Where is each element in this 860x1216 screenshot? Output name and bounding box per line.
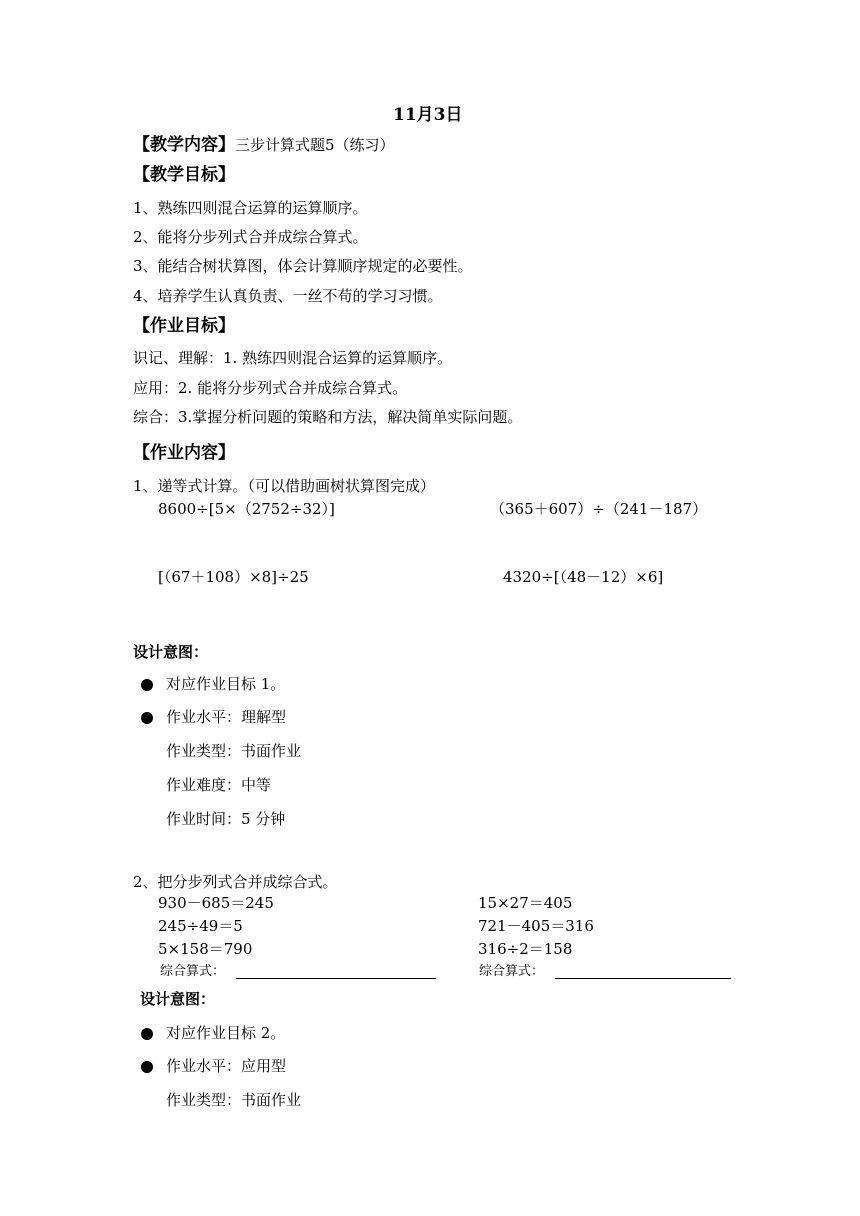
- q1-design-subitem: 作业难度：中等: [166, 776, 272, 794]
- bullet-icon: [141, 712, 153, 724]
- teaching-goal-item: 1、熟练四则混合运算的运算顺序。: [133, 199, 368, 217]
- q2-right-step: 15×27＝405: [478, 894, 573, 912]
- teaching-goal-item: 2、能将分步列式合并成综合算式。: [133, 228, 368, 246]
- q2-left-step: 930－685＝245: [158, 894, 274, 912]
- q1-expression: 4320÷[（48－12）×6]: [503, 568, 664, 586]
- q1-prompt: 1、递等式计算。（可以借助画树状算图完成）: [133, 477, 436, 495]
- homework-goal-item: 应用：2. 能将分步列式合并成综合算式。: [133, 379, 408, 397]
- q2-answer-line-left[interactable]: [236, 978, 436, 979]
- teaching-content-text: 三步计算式题5（练习）: [235, 136, 395, 154]
- homework-goal-item: 综合：3.掌握分析问题的策略和方法，解决简单实际问题。: [133, 408, 523, 426]
- homework-goals-heading: 【作业目标】: [133, 316, 235, 336]
- homework-goal-item: 识记、理解：1. 熟练四则混合运算的运算顺序。: [133, 349, 453, 367]
- q2-left-step: 5×158＝790: [158, 940, 253, 958]
- q1-design-item: 对应作业目标 1。: [166, 675, 286, 693]
- q2-left-step: 245÷49＝5: [158, 917, 243, 935]
- q2-answer-line-right[interactable]: [555, 978, 731, 979]
- bullet-icon: [141, 1061, 153, 1073]
- q1-design-subitem: 作业类型：书面作业: [166, 742, 302, 760]
- q1-expression: 8600÷[5×（2752÷32）]: [158, 500, 335, 518]
- teaching-goal-item: 4、培养学生认真负责、一丝不苟的学习习惯。: [133, 287, 443, 305]
- q2-right-step: 721－405＝316: [478, 917, 594, 935]
- teaching-content-label: 【教学内容】: [133, 135, 235, 155]
- q1-expression: [（67＋108）×8]÷25: [158, 568, 309, 586]
- q1-design-item: 作业水平：理解型: [166, 708, 287, 726]
- q2-design-item: 作业水平：应用型: [166, 1057, 287, 1075]
- q2-combined-label: 综合算式：: [160, 964, 226, 979]
- q2-combined-label: 综合算式：: [479, 964, 545, 979]
- q1-design-label: 设计意图：: [133, 643, 209, 661]
- q2-right-step: 316÷2＝158: [478, 940, 573, 958]
- q1-expression: （365＋607）÷（241－187）: [490, 500, 708, 518]
- q2-design-subitem: 作业类型：书面作业: [166, 1091, 302, 1109]
- page-title: 11月3日: [393, 105, 463, 125]
- q2-prompt: 2、把分步列式合并成综合式。: [133, 873, 338, 891]
- q2-design-label: 设计意图：: [140, 990, 216, 1008]
- homework-content-heading: 【作业内容】: [133, 443, 235, 463]
- teaching-goals-heading: 【教学目标】: [133, 165, 235, 185]
- q1-design-subitem: 作业时间：5 分钟: [166, 810, 286, 828]
- bullet-icon: [141, 1028, 153, 1040]
- teaching-content-line: [133, 137, 395, 154]
- q2-design-item: 对应作业目标 2。: [166, 1024, 286, 1042]
- teaching-goal-item: 3、能结合树状算图，体会计算顺序规定的必要性。: [133, 257, 473, 275]
- bullet-icon: [141, 679, 153, 691]
